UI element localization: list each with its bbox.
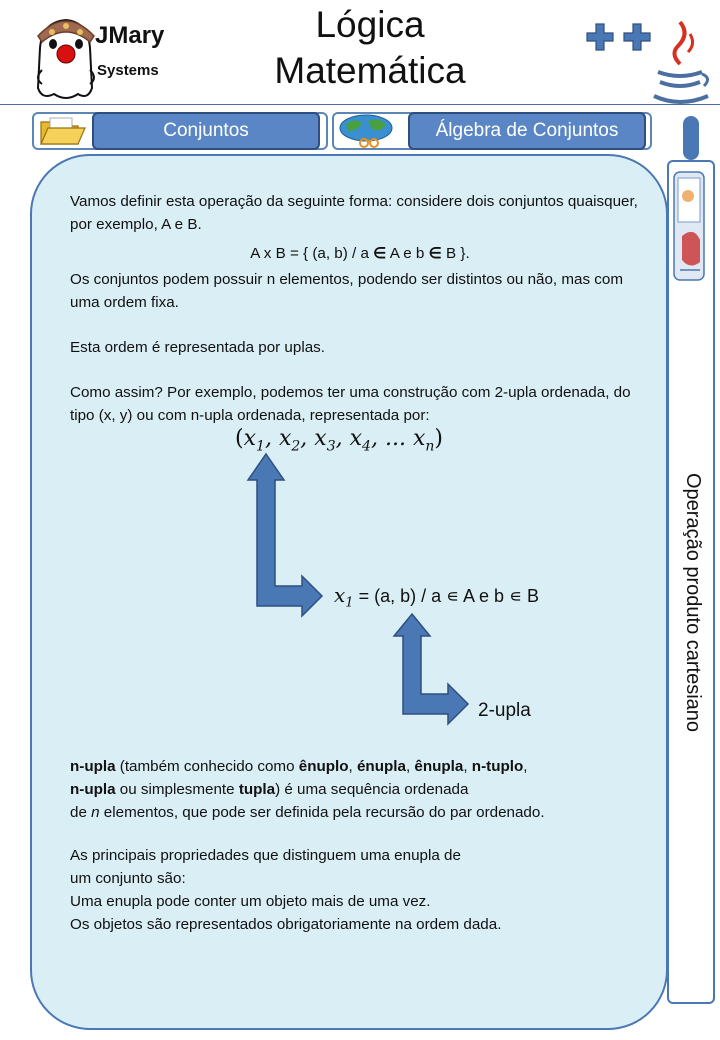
term-n-italic: n [91,804,100,821]
text-span: de [70,804,92,821]
term-enupla-acute: énupla [356,758,406,775]
sidebar-connector [683,116,699,160]
tuple-sub: 1 [256,438,265,455]
tuple-sep: , ... [370,426,413,451]
tuple-var: x [412,426,426,451]
tuple-sub: 4 [362,438,371,455]
java-cup-icon [650,18,712,110]
arrow-down-right-icon [390,610,470,726]
properties-line: um conjunto são: [70,870,186,887]
page-title-line1: Lógica [315,4,425,45]
text-span: , [405,758,415,775]
globe-icon [336,113,400,149]
element-of-symbol: ∈ [373,245,387,262]
paragraph-elements: Os conjuntos podem possuir n elementos, podendo ser distintos ou não, mas com uma ordem fixa. [70,271,623,311]
x1-var: x [334,583,346,607]
tuple-sub: n [425,438,435,455]
tuple-sep: , [335,426,350,451]
x1-definition [334,583,634,611]
paragraph-uplas: Esta ordem é representada por uplas. [70,339,325,356]
properties-line: Os objetos são representados obrigatoriamente na ordem dada. [70,916,502,933]
term-n-tuplo: n-tuplo [471,758,524,775]
properties-line: Uma enupla pode conter um objeto mais de uma vez. [70,893,431,910]
text-span: , [348,758,357,775]
text-span: , [463,758,472,775]
term-n-upla: n-upla [70,758,116,775]
term-enuplo: ênuplo [298,758,349,775]
tuple-var: x [278,426,292,451]
header-divider [0,104,720,105]
logo-subtitle: Systems [97,62,159,79]
x1-sub: 1 [345,595,354,611]
text-span: (também conhecido como [115,758,299,775]
tab-conjuntos[interactable]: Conjuntos [92,112,320,150]
paragraph-example: Como assim? Por exemplo, podemos ter uma construção com 2-upla ordenada, do tipo (x, y) ou com n-upla ordenada, representada por: [70,384,631,424]
tuple-open: ( [235,426,244,451]
properties-paragraph [70,844,650,936]
tuple-var: x [243,426,257,451]
newspaper-icon [670,166,712,286]
formula-right: B }. [441,245,470,262]
arrow-down-right-icon [244,450,324,620]
properties-line: As principais propriedades que distinguem uma enupla de [70,847,461,864]
page-title [200,2,540,94]
cartesian-formula [70,242,650,265]
page-title-line2: Matemática [274,50,466,91]
term-n-upla: n-upla [70,781,116,798]
two-upla-label: 2-upla [478,700,531,721]
folder-icon [38,114,88,148]
x1-def-text: = (a, b) / a ∊ A e b ∊ B [353,586,539,606]
tuple-close: ) [434,426,443,451]
tuple-var: x [349,426,363,451]
plus-icon [622,22,652,52]
term-enupla: ênupla [414,758,464,775]
n-upla-definition [70,755,650,824]
text-span: , [523,758,528,775]
formula-left: A x B = { (a, b) / a [250,245,374,262]
tuple-sub: 3 [326,438,336,455]
tuple-sep: , [300,426,315,451]
formula-mid: A e b [386,245,429,262]
element-of-symbol: ∈ [428,245,442,262]
term-tupla: tupla [238,781,276,798]
tuple-var: x [314,426,327,451]
sidebar-label: Operação produto cartesiano [682,473,704,733]
plus-icon [585,22,615,52]
logo-title: JMary [95,22,165,49]
tuple-sep: , [264,426,279,451]
text-span: ou simplesmente [115,781,239,798]
tuple-sub: 2 [291,438,301,455]
text-span: ) é uma sequência ordenada [275,781,469,798]
text-span: elementos, que pode ser definida pela recursão do par ordenado. [99,804,545,821]
paragraph-definition: Vamos definir esta operação da seguinte forma: considere dois conjuntos quaisquer, por exemplo, A e B. [70,193,638,233]
tab-algebra-de-conjuntos[interactable]: Álgebra de Conjuntos [408,112,646,150]
